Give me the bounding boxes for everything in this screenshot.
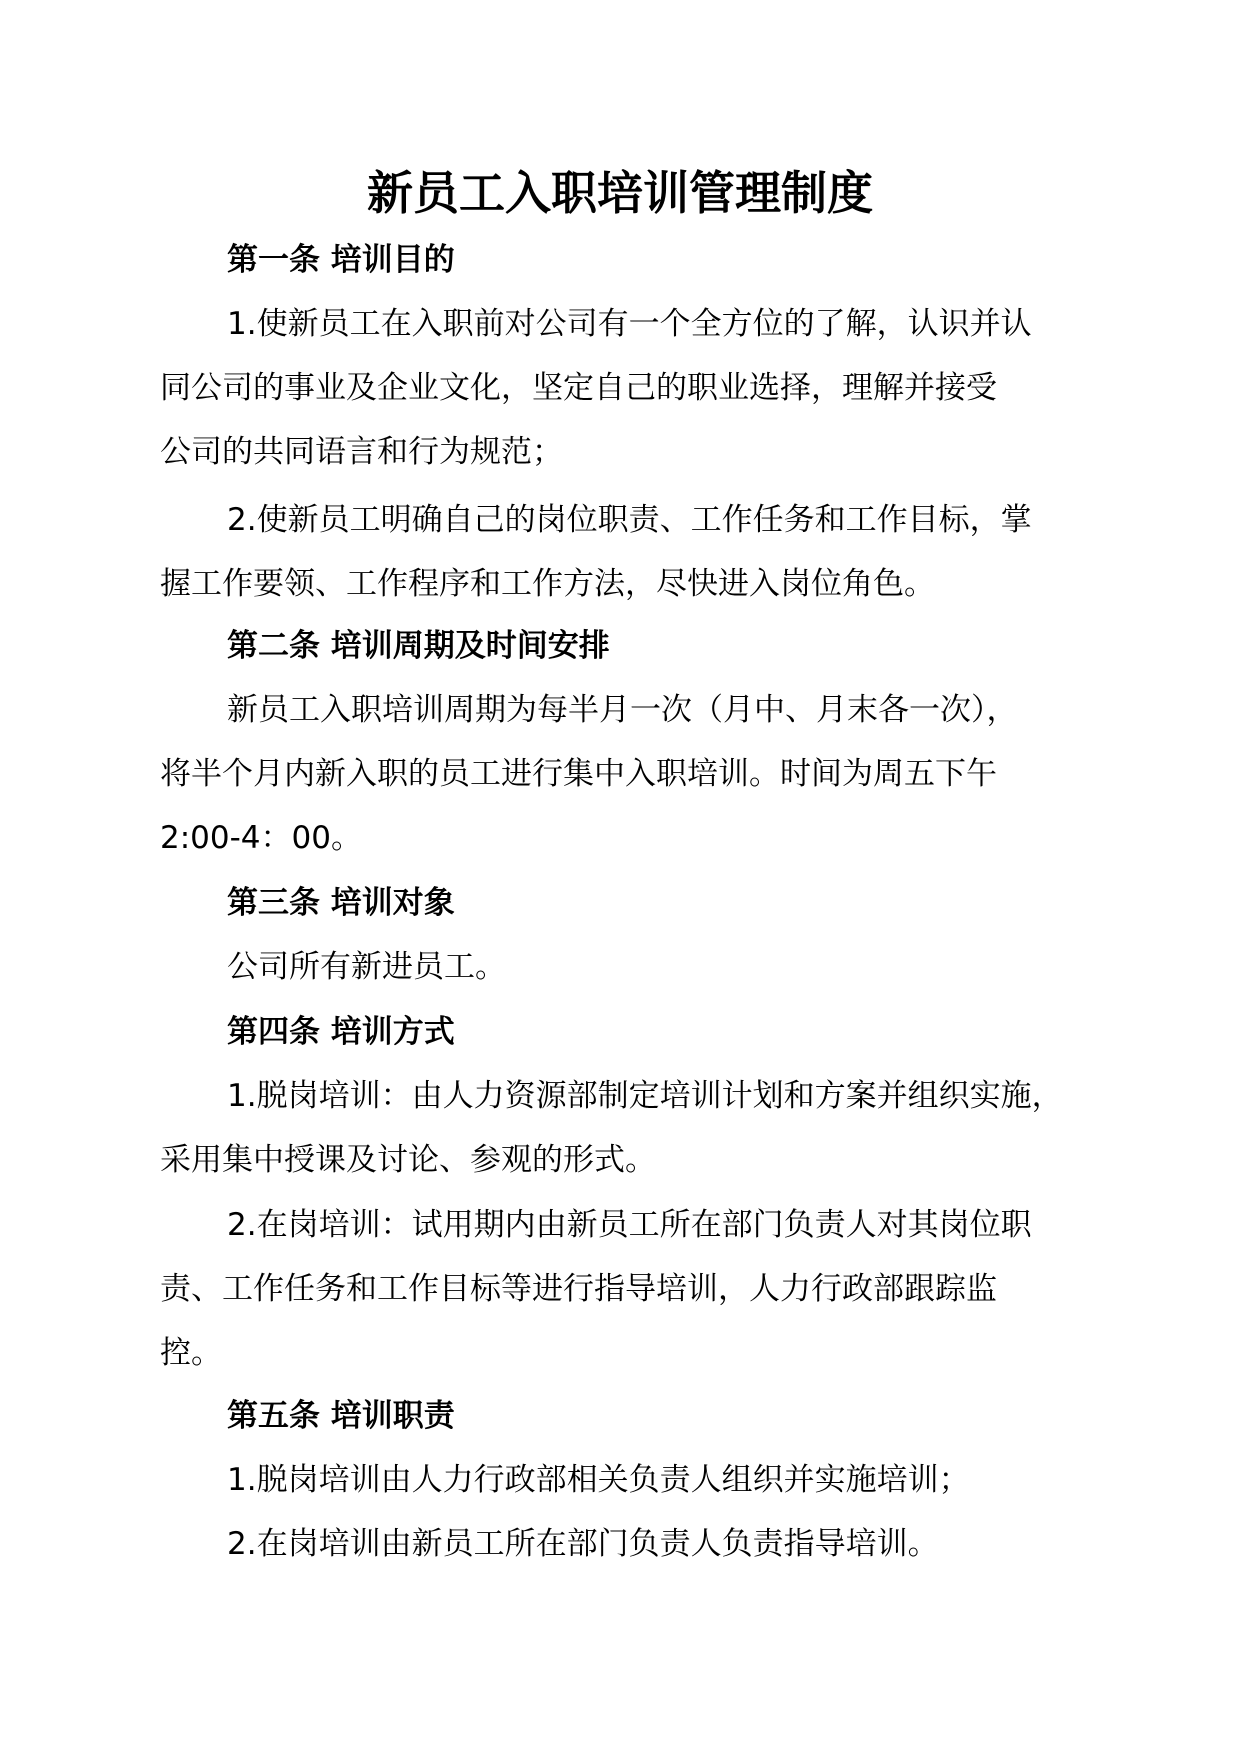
paragraph-line: 2.使新员工明确自己的岗位职责、工作任务和工作目标，掌 bbox=[227, 502, 1032, 538]
section-4-paragraph-1 bbox=[160, 1064, 1120, 1192]
section-4-paragraph-2 bbox=[160, 1193, 1120, 1385]
paragraph-line: 将半个月内新入职的员工进行集中入职培训。时间为周五下午 bbox=[160, 756, 997, 792]
paragraph-line: 采用集中授课及讨论、参观的形式。 bbox=[160, 1142, 656, 1178]
paragraph-line: 2:00-4：00。 bbox=[160, 820, 362, 856]
section-1-paragraph-1 bbox=[160, 292, 1120, 484]
section-heading-2: 第二条 培训周期及时间安排 bbox=[227, 628, 610, 664]
section-heading-1: 第一条 培训目的 bbox=[227, 242, 455, 278]
paragraph-line: 责、工作任务和工作目标等进行指导培训，人力行政部跟踪监 bbox=[160, 1271, 997, 1307]
paragraph-line: 1.使新员工在入职前对公司有一个全方位的了解，认识并认 bbox=[227, 306, 1032, 342]
document-title: 新员工入职培训管理制度 bbox=[367, 166, 873, 220]
paragraph-line: 握工作要领、工作程序和工作方法，尽快进入岗位角色。 bbox=[160, 566, 935, 602]
section-heading-5: 第五条 培训职责 bbox=[227, 1398, 455, 1434]
paragraph-line: 2.在岗培训由新员工所在部门负责人负责指导培训。 bbox=[227, 1526, 939, 1562]
paragraph-line: 2.在岗培训：试用期内由新员工所在部门负责人对其岗位职 bbox=[227, 1207, 1032, 1243]
section-heading-3: 第三条 培训对象 bbox=[227, 885, 455, 921]
section-5-paragraph-2 bbox=[160, 1512, 1120, 1576]
paragraph-line: 1.脱岗培训：由人力资源部制定培训计划和方案并组织实施， bbox=[227, 1078, 1063, 1114]
section-2-paragraph-1 bbox=[160, 678, 1120, 870]
section-1-paragraph-2 bbox=[160, 488, 1120, 616]
paragraph-line: 控。 bbox=[160, 1335, 222, 1371]
section-3-paragraph-1 bbox=[160, 935, 1120, 999]
paragraph-line: 同公司的事业及企业文化，坚定自己的职业选择，理解并接受 bbox=[160, 370, 997, 406]
paragraph-line: 公司的共同语言和行为规范； bbox=[160, 434, 563, 470]
paragraph-line: 公司所有新进员工。 bbox=[227, 949, 506, 985]
paragraph-line: 新员工入职培训周期为每半月一次（月中、月末各一次）， bbox=[227, 692, 1018, 728]
paragraph-line: 1.脱岗培训由人力行政部相关负责人组织并实施培训； bbox=[227, 1462, 970, 1498]
section-5-paragraph-1 bbox=[160, 1448, 1120, 1512]
section-heading-4: 第四条 培训方式 bbox=[227, 1014, 455, 1050]
